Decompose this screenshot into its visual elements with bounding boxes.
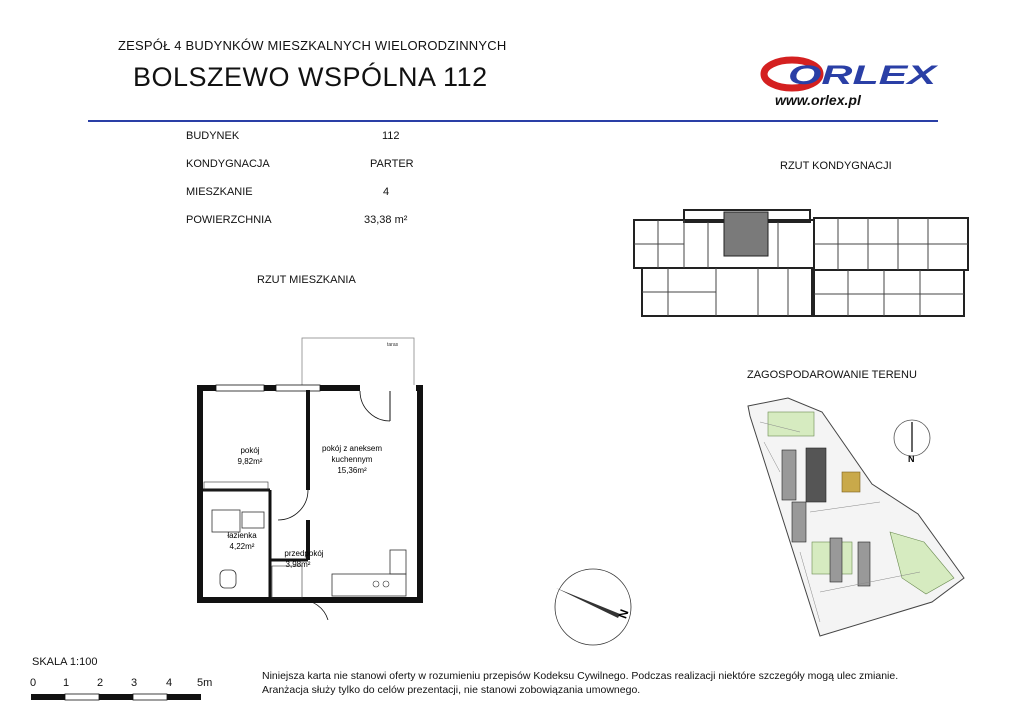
compass-north-letter: N [615, 607, 632, 621]
sink-icon [242, 512, 264, 528]
scale-segment [133, 694, 167, 700]
website-url: www.orlex.pl [775, 92, 861, 108]
green-area [768, 412, 814, 436]
info-value-building: 112 [382, 130, 400, 142]
scale-label: SKALA 1:100 [32, 656, 98, 668]
scale-segment [167, 694, 201, 700]
room-area-bathroom: 4,22m² [229, 542, 255, 551]
scale-segment [31, 694, 65, 700]
apartment-floor-plan [190, 330, 430, 620]
scale-tick-1: 1 [63, 677, 70, 689]
playground-area [842, 472, 860, 492]
terrace-label: taras [387, 342, 399, 348]
toilet-icon [220, 570, 236, 588]
scale-tick-2: 2 [97, 677, 104, 689]
compass-rose [548, 566, 638, 648]
room-name-living: pokój z aneksem [321, 444, 383, 453]
kitchen-counter [332, 574, 406, 596]
info-label-apartment: MIESZKANIE [186, 186, 253, 198]
building-footprint [858, 542, 870, 586]
highlighted-apartment [724, 212, 768, 256]
scale-segment [65, 694, 99, 700]
window [276, 385, 320, 391]
info-label-area: POWIERZCHNIA [186, 214, 272, 226]
room-name-bathroom: łazienka [227, 531, 257, 540]
scale-tick-5: 5m [197, 677, 213, 689]
building-wing [814, 270, 964, 316]
building-footprint [830, 538, 842, 582]
building-footprint [782, 450, 796, 500]
floor-plan-label: RZUT KONDYGNACJI [780, 160, 892, 172]
stove-icon [373, 581, 379, 587]
hall-closet [272, 566, 302, 598]
window [216, 385, 264, 391]
logo-text: ORLEX [788, 60, 940, 90]
info-label-floor: KONDYGNACJA [186, 158, 270, 170]
room-area-pokoj: 9,82m² [237, 457, 263, 466]
scale-tick-0: 0 [30, 677, 37, 689]
site-compass-north-letter: N [908, 454, 915, 464]
door-swing [360, 391, 390, 421]
building-floor-key-plan [628, 202, 980, 330]
disclaimer-line-1: Niniejsza karta nie stanowi oferty w rozumieniu przepisów Kodeksu Cywilnego. Podczas realizacji niektóre szczegóły mogą ulec zmianie. [262, 670, 899, 682]
building-footprint [792, 502, 806, 542]
scale-segment [99, 694, 133, 700]
info-label-building: BUDYNEK [186, 130, 240, 142]
apartment-plan-label: RZUT MIESZKANIA [257, 274, 356, 286]
project-title: BOLSZEWO WSPÓLNA 112 [133, 62, 488, 92]
scale-tick-3: 3 [131, 677, 138, 689]
info-value-floor: PARTER [370, 158, 414, 170]
door-swing [278, 490, 308, 520]
room-area-hall: 3,98m² [285, 560, 311, 569]
terrace-door-opening [360, 385, 416, 391]
stove-icon [383, 581, 389, 587]
site-plan-label: ZAGOSPODAROWANIE TERENU [747, 369, 917, 381]
room-area-living: 15,36m² [337, 466, 367, 475]
info-value-area: 33,38 m² [364, 214, 408, 226]
bathtub-icon [212, 510, 240, 532]
room-name-hall: przedpokój [284, 549, 324, 558]
info-value-apartment: 4 [383, 186, 390, 198]
room-name-pokoj: pokój [240, 446, 260, 455]
compass-circle [555, 569, 631, 645]
north-arrow-icon [556, 588, 620, 618]
fridge [390, 550, 406, 574]
site-plan [740, 392, 970, 642]
room-name-living-2: kuchennym [331, 455, 373, 464]
building-footprint [806, 448, 826, 502]
project-subtitle: ZESPÓŁ 4 BUDYNKÓW MIESZKALNYCH WIELORODZINNYCH [118, 38, 507, 53]
scale-bar [30, 692, 220, 702]
header-divider [88, 120, 938, 122]
scale-tick-4: 4 [166, 677, 173, 689]
disclaimer-line-2: Aranżacja służy tylko do celów prezentacji, nie stanowi zobowiązania umownego. [262, 684, 641, 696]
